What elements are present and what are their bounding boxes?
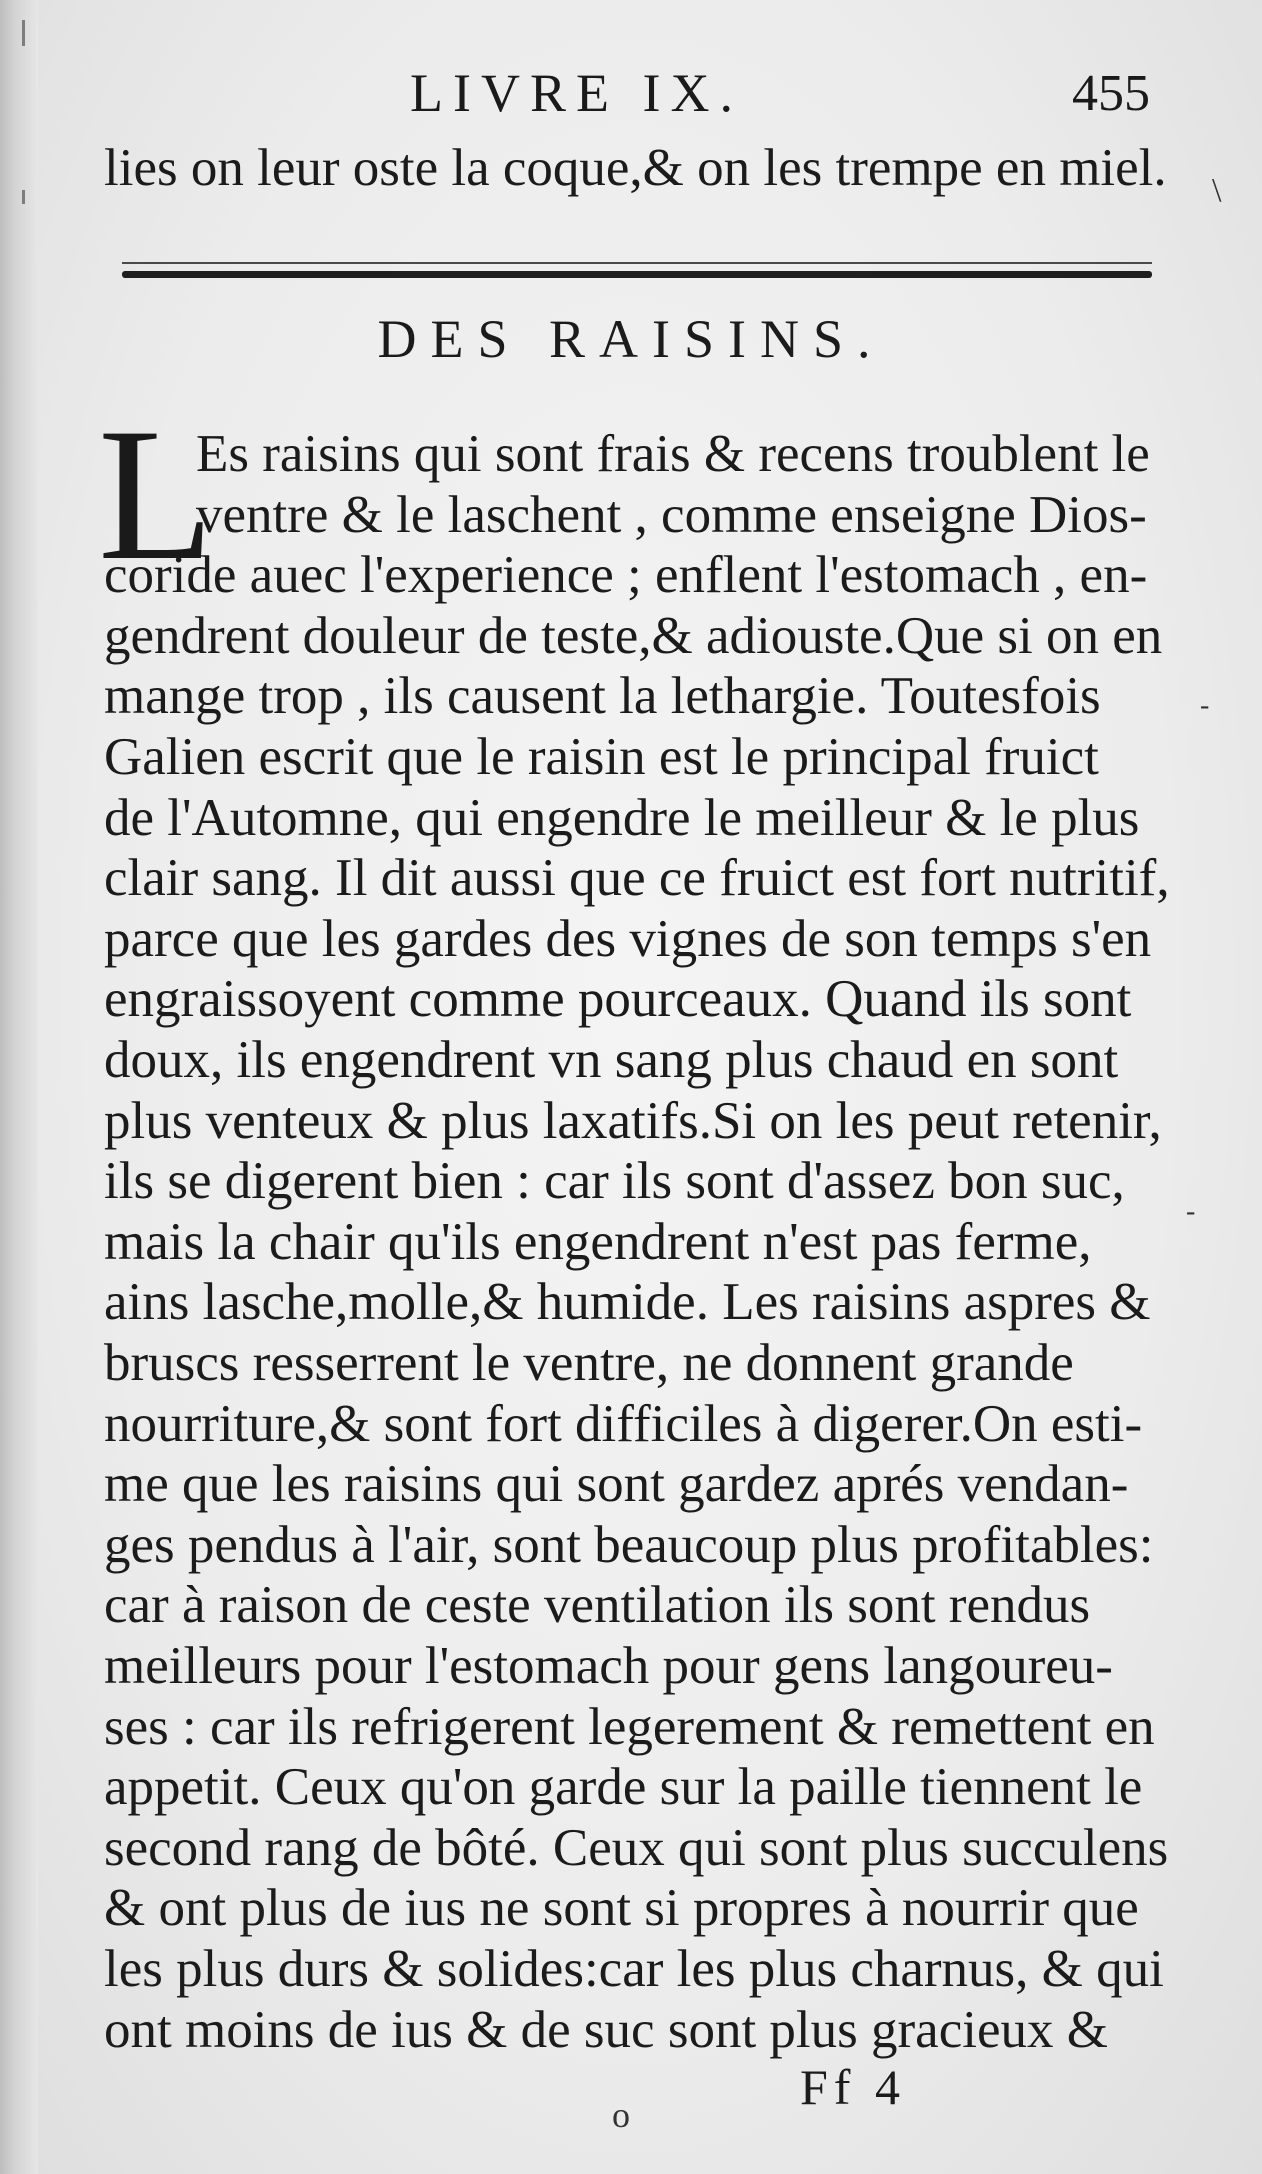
margin-speck: o [612, 2095, 630, 2135]
paragraph-line: doux, ils engendrent vn sang plus chaud en sont [104, 1031, 1119, 1089]
margin-speck: - [1200, 690, 1210, 721]
margin-speck: \ [1212, 172, 1222, 209]
paragraph-line: nourriture,& sont fort difficiles à digerer.On esti- [104, 1394, 1143, 1453]
paragraph-line: bruscs resserrent le ventre, ne donnent grande [104, 1334, 1074, 1392]
paragraph-line: plus venteux & plus laxatifs.Si on les peut retenir, [104, 1091, 1162, 1150]
paragraph-line: mange trop , ils causent la lethargie. Toutesfois [104, 667, 1101, 726]
paragraph-line: & ont plus de ius ne sont si propres à nourrir que [104, 1879, 1139, 1938]
header-rule-thin [122, 262, 1152, 264]
gutter-mark [22, 190, 25, 204]
paragraph-line: gendrent douleur de teste,& adiouste.Que si on en [104, 606, 1163, 665]
signature-mark: Ff 4 [800, 2059, 906, 2115]
paragraph-line: appetit. Ceux qu'on garde sur la paille tiennent le [104, 1758, 1143, 1817]
paragraph-line: ses : car ils refrigerent legerement & remettent en [104, 1697, 1155, 1756]
paragraph-line: Es raisins qui sont frais & recens troublent le [196, 425, 1150, 483]
paragraph-line: me que les raisins qui sont gardez aprés vendan- [104, 1455, 1129, 1514]
paragraph-line: clair sang. Il dit aussi que ce fruict est fort nutritif, [104, 849, 1170, 908]
running-title: LIVRE IX. [410, 63, 743, 123]
paragraph-line: engraissoyent comme pourceaux. Quand ils sont [104, 970, 1132, 1029]
paragraph-line: car à raison de ceste ventilation ils sont rendus [104, 1576, 1091, 1635]
carried-over-line: lies on leur oste la coque,& on les trempe en miel. [104, 139, 1167, 197]
drop-cap: L [98, 390, 215, 600]
paragraph-line: coride auec l'experience ; enflent l'estomach , en- [104, 546, 1148, 605]
paragraph-line: les plus durs & solides:car les plus charnus, & qui [104, 1940, 1164, 1998]
paragraph-line: Galien escrit que le raisin est le principal fruict [104, 728, 1099, 786]
margin-speck: - [1186, 1196, 1196, 1227]
paragraph-line: parce que les gardes des vignes de son temps s'en [104, 909, 1152, 968]
paragraph-line: ains lasche,molle,& humide. Les raisins aspres & [104, 1273, 1151, 1332]
paragraph-line: meilleurs pour l'estomach pour gens langoureu- [104, 1637, 1113, 1695]
section-title: DES RAISINS. [377, 309, 885, 369]
paragraph-line: ils se digerent bien : car ils sont d'assez bon suc, [104, 1152, 1125, 1211]
paragraph-line: ont moins de ius & de suc sont plus gracieux & [104, 2000, 1108, 2059]
paragraph-line: ges pendus à l'air, sont beaucoup plus profitables: [104, 1515, 1154, 1574]
page-header [170, 62, 1150, 142]
page-number: 455 [1072, 65, 1150, 122]
paragraph-line: mais la chair qu'ils engendrent n'est pas ferme, [104, 1212, 1092, 1271]
paragraph-line: ventre & le laschent , comme enseigne Dios- [196, 485, 1147, 544]
paragraph-line: de l'Automne, qui engendre le meilleur & le plus [104, 788, 1140, 847]
header-rule [122, 271, 1152, 278]
paragraph-line: second rang de bôté. Ceux qui sont plus succulens [104, 1818, 1169, 1877]
gutter-mark [22, 20, 25, 46]
